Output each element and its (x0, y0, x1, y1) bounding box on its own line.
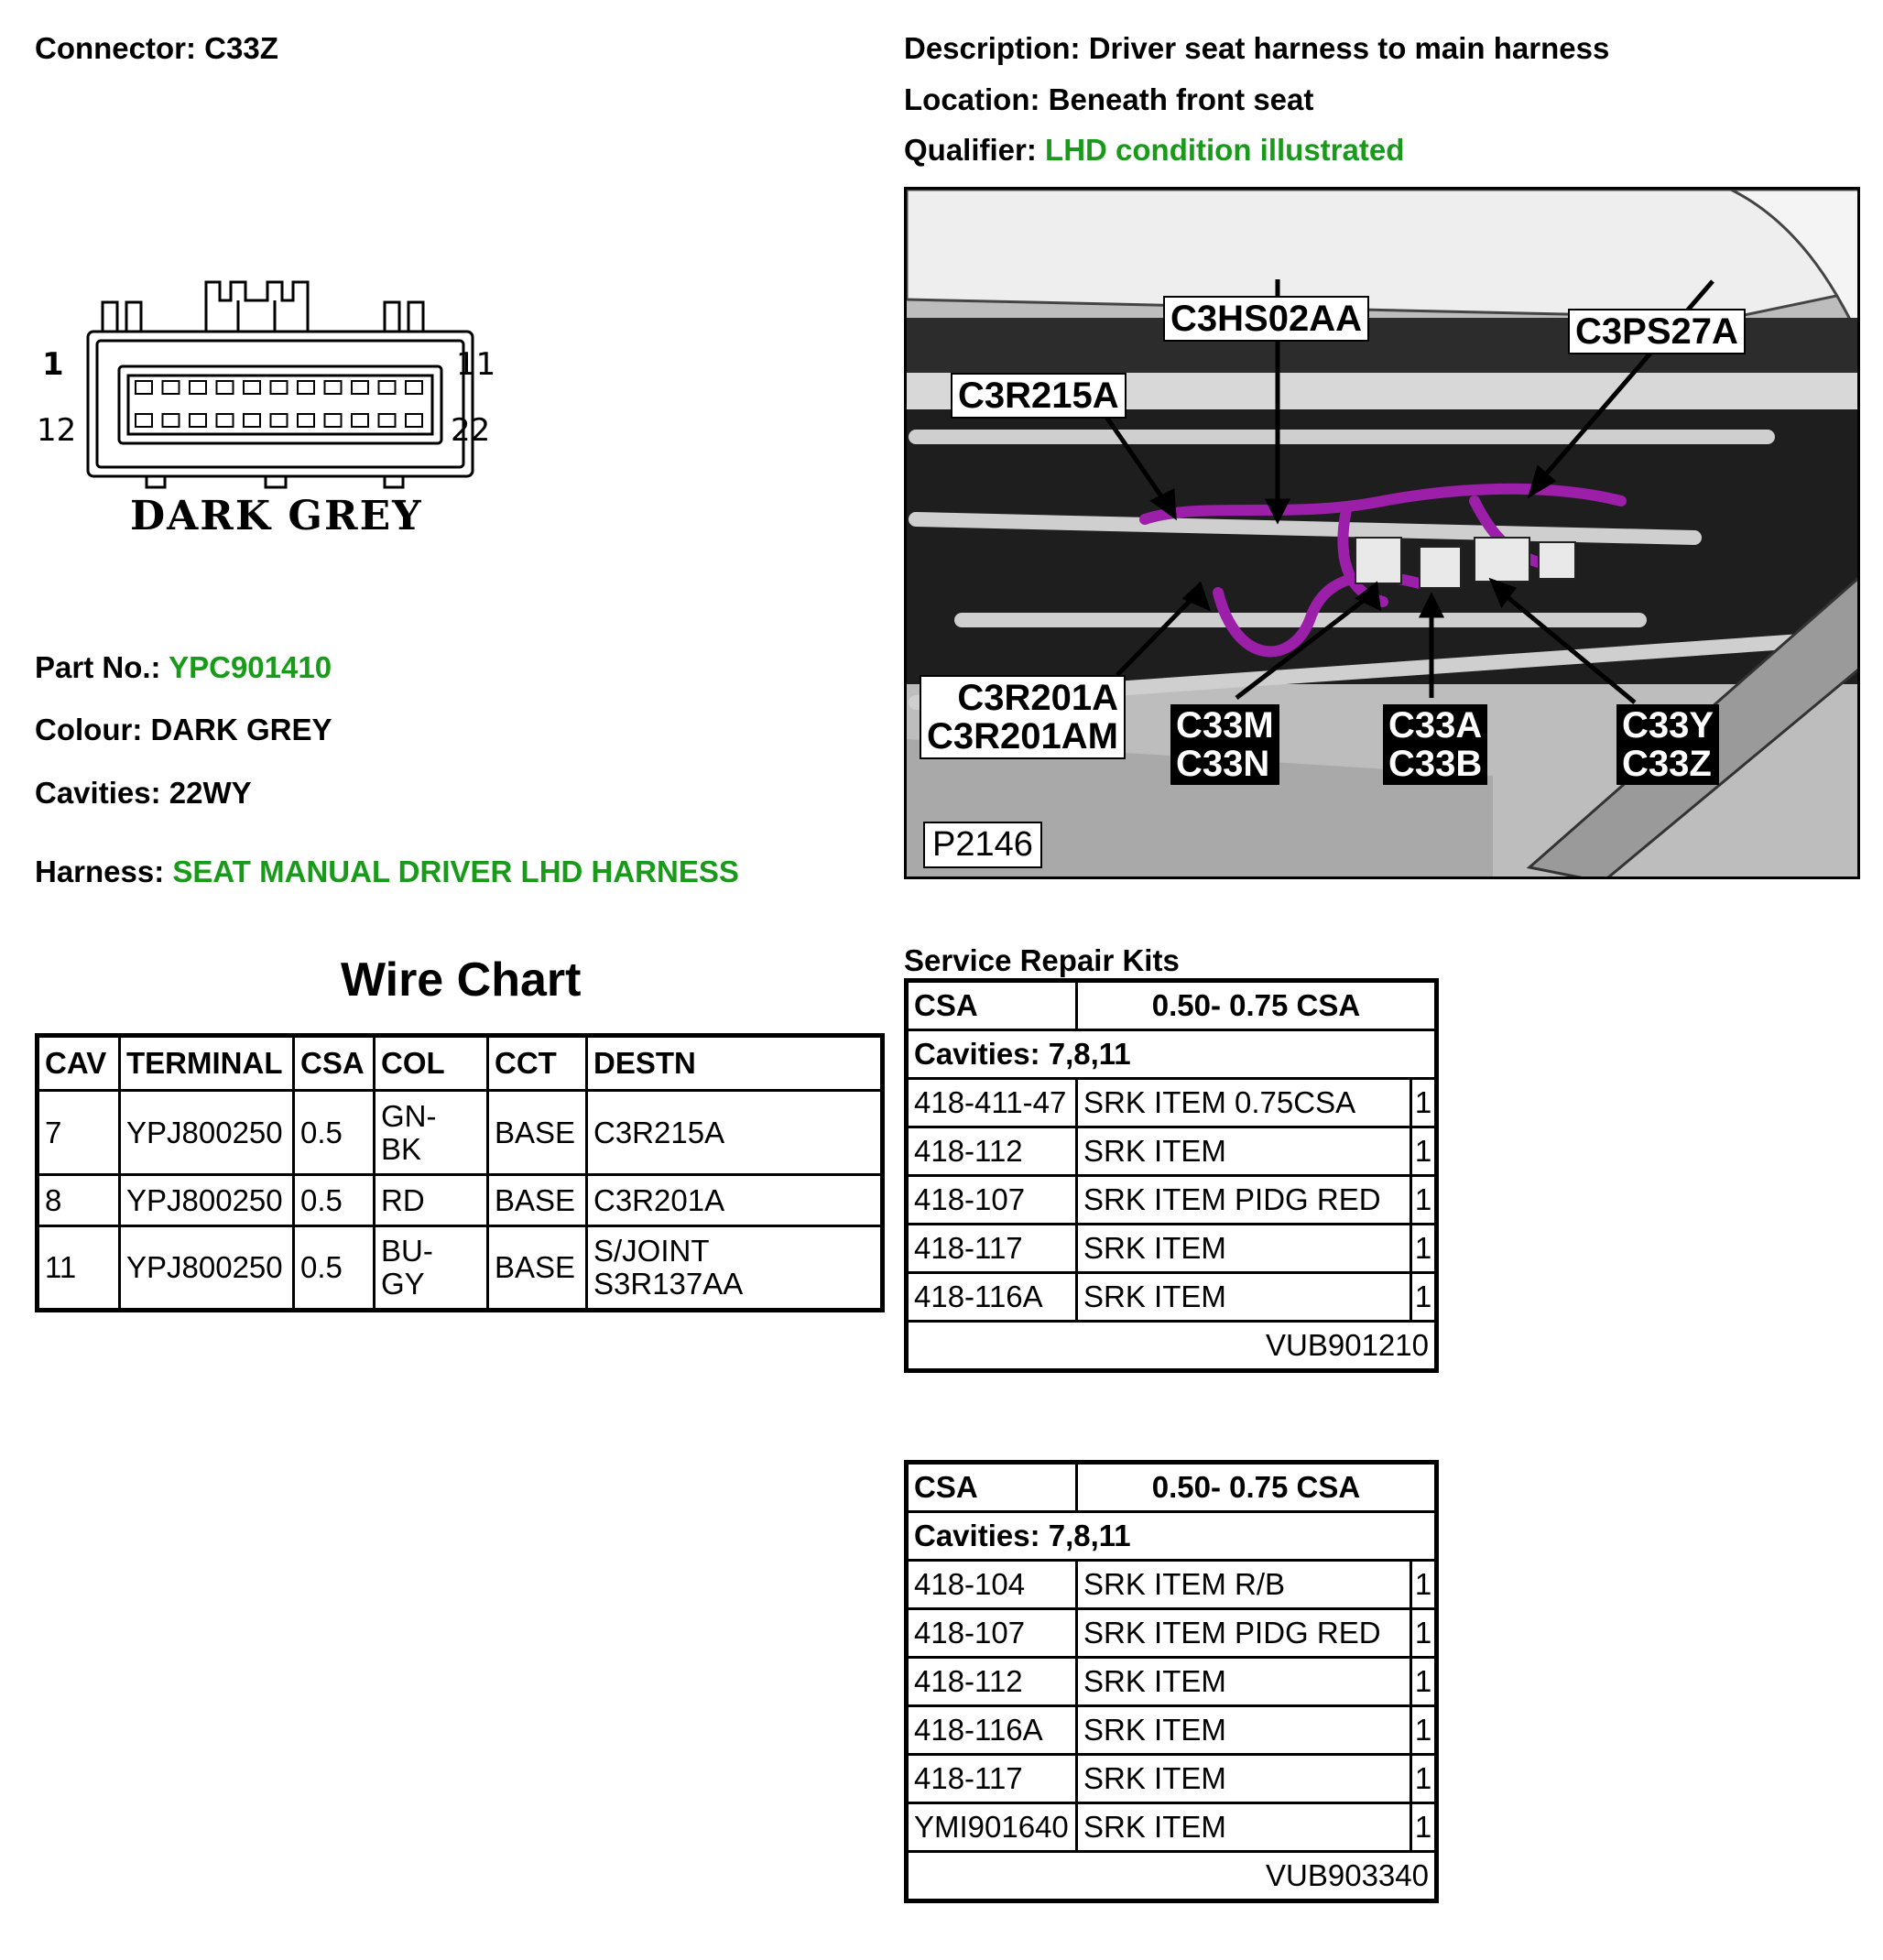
kit-cavities-row (907, 1512, 1437, 1561)
kit-qty: 1 (1411, 1127, 1437, 1176)
terminal-slot (136, 414, 152, 427)
colour-value: DARK GREY (150, 713, 332, 746)
table-row (38, 1175, 883, 1226)
colour-line (35, 713, 332, 747)
kit-part: 418-116A (907, 1273, 1077, 1322)
photo-ref: P2146 (923, 822, 1042, 868)
location-photo (904, 187, 1860, 879)
table-row (907, 1561, 1437, 1609)
table-row (907, 1609, 1437, 1658)
cell-terminal: YPJ800250 (120, 1226, 294, 1311)
table-row (907, 1803, 1437, 1852)
terminal-slot (244, 414, 260, 427)
kit-qty: 1 (1411, 1225, 1437, 1273)
kit-number-row (907, 1322, 1437, 1371)
terminal-slot (379, 414, 396, 427)
cell-col (375, 1226, 488, 1311)
kit-desc: SRK ITEM R/B (1077, 1561, 1411, 1609)
cell-cav: 7 (38, 1091, 120, 1175)
cell-csa: 0.5 (294, 1091, 375, 1175)
col-line-2: BK (381, 1131, 422, 1166)
pin-12-label: 12 (37, 412, 77, 449)
cell-cct: BASE (488, 1175, 587, 1226)
part-no-line (35, 650, 332, 685)
kit-header-row (907, 981, 1437, 1030)
kit-desc: SRK ITEM (1077, 1803, 1411, 1852)
cell-terminal: YPJ800250 (120, 1175, 294, 1226)
kit-qty: 1 (1411, 1755, 1437, 1803)
colour-label: Colour: (35, 713, 143, 746)
connector-label: Connector: (35, 31, 196, 65)
wire-chart-header-row (38, 1036, 883, 1091)
table-row (907, 1079, 1437, 1127)
callout-c33a-c33b (1383, 704, 1487, 785)
col-line-2: GY (381, 1267, 425, 1301)
terminal-slot (136, 381, 152, 394)
col-header-terminal: TERMINAL (120, 1036, 294, 1091)
cavities-line (35, 776, 252, 811)
kit-desc: SRK ITEM 0.75CSA (1077, 1079, 1411, 1127)
service-kit-table-2 (904, 1460, 1439, 1903)
cell-cct: BASE (488, 1091, 587, 1175)
kit-qty: 1 (1411, 1273, 1437, 1322)
kit-csa-label: CSA (907, 1463, 1077, 1512)
kit-qty: 1 (1411, 1561, 1437, 1609)
terminal-slot (244, 381, 260, 394)
kit-csa-value: 0.50- 0.75 CSA (1077, 981, 1437, 1030)
callout-c33n-text: C33N (1176, 744, 1270, 784)
table-row (907, 1273, 1437, 1322)
table-row (907, 1176, 1437, 1225)
col-header-cav: CAV (38, 1036, 120, 1091)
terminal-slot (163, 381, 180, 394)
callout-c33y-text: C33Y (1622, 705, 1714, 746)
kit-desc: SRK ITEM (1077, 1127, 1411, 1176)
description-value: Driver seat harness to main harness (1088, 31, 1610, 65)
terminal-slot (298, 381, 314, 394)
cell-destn: C3R201A (587, 1175, 883, 1226)
kit-desc: SRK ITEM (1077, 1706, 1411, 1755)
cavities-label: Cavities: (35, 776, 161, 810)
kit-part: 418-107 (907, 1176, 1077, 1225)
harness-value: SEAT MANUAL DRIVER LHD HARNESS (172, 855, 739, 888)
kit-cavities-row (907, 1030, 1437, 1079)
kit-desc: SRK ITEM (1077, 1658, 1411, 1706)
wire-chart-table (35, 1033, 885, 1312)
col-header-cct: CCT (488, 1036, 587, 1091)
table-row (38, 1226, 883, 1311)
cell-destn: C3R215A (587, 1091, 883, 1175)
destn-line-1: S/JOINT (593, 1234, 710, 1268)
harness-line (35, 855, 739, 889)
callout-c33m-text: C33M (1176, 705, 1274, 746)
terminal-slot (325, 381, 342, 394)
terminal-slot (325, 414, 342, 427)
terminal-slot (190, 381, 206, 394)
kit-number-row (907, 1852, 1437, 1901)
terminal-slot (271, 381, 288, 394)
terminal-slot (190, 414, 206, 427)
pin-22-label: 22 (451, 412, 491, 449)
col-header-csa: CSA (294, 1036, 375, 1091)
terminal-slot (217, 381, 234, 394)
terminal-slot (217, 414, 234, 427)
description-label: Description: (904, 31, 1081, 65)
callout-c3r201am-text: C3R201AM (927, 716, 1118, 757)
service-kit-table-1 (904, 978, 1439, 1373)
connector-line (35, 31, 278, 66)
cavities-value: 22WY (169, 776, 252, 810)
connector-value: C33Z (204, 31, 278, 65)
col-header-col: COL (375, 1036, 488, 1091)
cell-col: RD (375, 1175, 488, 1226)
kit-part: 418-112 (907, 1658, 1077, 1706)
kit-csa-value: 0.50- 0.75 CSA (1077, 1463, 1437, 1512)
cell-cct: BASE (488, 1226, 587, 1311)
kit-cavities: Cavities: 7,8,11 (907, 1030, 1437, 1079)
kit-part: 418-411-47 (907, 1079, 1077, 1127)
terminal-slot (271, 414, 288, 427)
wire-chart-title: Wire Chart (341, 953, 582, 1007)
table-row (907, 1658, 1437, 1706)
col-line-1: BU- (381, 1234, 433, 1268)
kit-desc: SRK ITEM PIDG RED (1077, 1176, 1411, 1225)
cell-cav: 11 (38, 1226, 120, 1311)
pin-11-label: 11 (456, 346, 496, 383)
kit-header-row (907, 1463, 1437, 1512)
terminal-slot (352, 414, 368, 427)
callout-c3r201a-text: C3R201A (957, 678, 1118, 718)
callout-c3hs02aa: C3HS02AA (1163, 296, 1369, 342)
location-line (904, 82, 1313, 117)
kit-desc: SRK ITEM (1077, 1755, 1411, 1803)
terminal-slot (406, 381, 422, 394)
cell-csa: 0.5 (294, 1226, 375, 1311)
callout-c33m-c33n (1170, 704, 1279, 785)
description-line (904, 31, 1609, 66)
table-row (38, 1091, 883, 1175)
cell-terminal: YPJ800250 (120, 1091, 294, 1175)
callout-c3r215a: C3R215A (951, 373, 1127, 419)
qualifier-label: Qualifier: (904, 133, 1037, 167)
callout-c3ps27a: C3PS27A (1568, 309, 1746, 354)
kit-qty: 1 (1411, 1176, 1437, 1225)
diagram-colour-label: DARK GREY (130, 493, 423, 539)
cell-col (375, 1091, 488, 1175)
terminal-slot (298, 414, 314, 427)
kit-part: 418-107 (907, 1609, 1077, 1658)
kit-csa-label: CSA (907, 981, 1077, 1030)
cell-destn (587, 1226, 883, 1311)
qualifier-value: LHD condition illustrated (1045, 133, 1405, 167)
cell-cav: 8 (38, 1175, 120, 1226)
terminal-slot (163, 414, 180, 427)
callout-c33b-text: C33B (1388, 744, 1483, 784)
pin-1-label: 1 (42, 346, 64, 383)
cell-csa: 0.5 (294, 1175, 375, 1226)
destn-line-2: S3R137AA (593, 1267, 744, 1301)
table-row (907, 1225, 1437, 1273)
table-row (907, 1127, 1437, 1176)
part-no-label: Part No.: (35, 650, 161, 684)
kit-part: 418-104 (907, 1561, 1077, 1609)
kit-part: YMI901640 (907, 1803, 1077, 1852)
kit-part: 418-116A (907, 1706, 1077, 1755)
kit-number: VUB903340 (907, 1852, 1437, 1901)
table-row (907, 1755, 1437, 1803)
callout-c33y-c33z (1616, 704, 1719, 785)
table-row (907, 1706, 1437, 1755)
location-value: Beneath front seat (1048, 82, 1314, 116)
col-line-1: GN- (381, 1098, 437, 1133)
kit-part: 418-112 (907, 1127, 1077, 1176)
kit-number: VUB901210 (907, 1322, 1437, 1371)
kit-qty: 1 (1411, 1706, 1437, 1755)
callout-c33z-text: C33Z (1622, 744, 1712, 784)
connector-face-diagram (37, 275, 513, 550)
kit-desc: SRK ITEM PIDG RED (1077, 1609, 1411, 1658)
kit-part: 418-117 (907, 1225, 1077, 1273)
kit-qty: 1 (1411, 1658, 1437, 1706)
kit-qty: 1 (1411, 1609, 1437, 1658)
terminal-slot (352, 381, 368, 394)
qualifier-line (904, 133, 1404, 168)
location-label: Location: (904, 82, 1040, 116)
harness-label: Harness: (35, 855, 165, 888)
kit-desc: SRK ITEM (1077, 1273, 1411, 1322)
callout-c33a-text: C33A (1388, 705, 1483, 746)
part-no-value: YPC901410 (169, 650, 332, 684)
kit-qty: 1 (1411, 1803, 1437, 1852)
kit-desc: SRK ITEM (1077, 1225, 1411, 1273)
kit-qty: 1 (1411, 1079, 1437, 1127)
terminal-slot (406, 414, 422, 427)
col-header-destn: DESTN (587, 1036, 883, 1091)
kit-cavities: Cavities: 7,8,11 (907, 1512, 1437, 1561)
service-kits-title: Service Repair Kits (904, 943, 1180, 977)
callout-c3r201a (920, 675, 1126, 759)
kit-part: 418-117 (907, 1755, 1077, 1803)
terminal-slot (379, 381, 396, 394)
